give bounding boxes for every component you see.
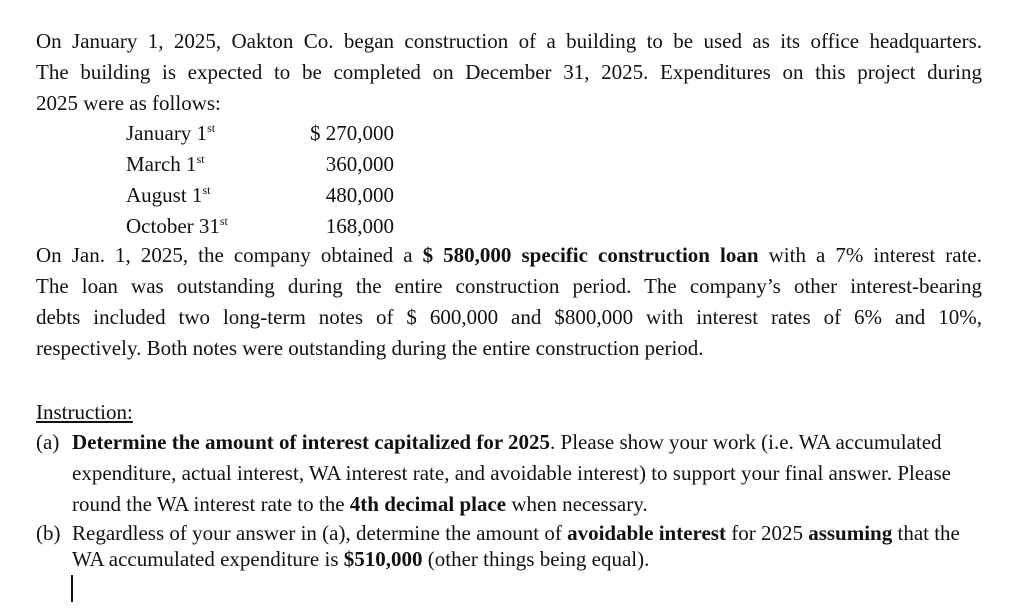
intro-paragraph (36, 26, 982, 119)
item-label: (a) (36, 430, 60, 454)
loan-line-4: respectively. Both notes were outstanding during the entire construction period. (36, 336, 704, 360)
expenditure-table (126, 118, 406, 242)
expenditure-row (126, 149, 406, 180)
intro-line-1: On January 1, 2025, Oakton Co. began construction of a building to be used as its office headquarters. (36, 29, 982, 53)
item-text: Regardless of your answer in (a), determine the amount of avoidable interest for 2025 assuming that the WA accumulated expenditure is $510,000 (other things being equal). (72, 521, 960, 571)
expenditure-row (126, 118, 406, 149)
expenditure-amount: 480,000 (325, 183, 394, 207)
intro-line-2: The building is expected to be completed on December 31, 2025. Expenditures on this project during (36, 60, 982, 84)
loan-line-1: On Jan. 1, 2025, the company obtained a $ 580,000 specific construction loan with a 7% interest rate. (36, 243, 983, 267)
expenditure-date: October 31st (126, 214, 228, 238)
item-text: Determine the amount of interest capitalized for 2025. Please show your work (i.e. WA accumulated expenditure, actual interest, WA interest rate, and avoidable interest) to support your final answer. Please round the WA interest rate to the 4th decimal place when necessary. (72, 430, 951, 516)
loan-bold-text: $ 580,000 specific construction loan (422, 243, 759, 267)
intro-line-3: 2025 were as follows: (36, 91, 221, 115)
expenditure-amount: 168,000 (325, 214, 394, 238)
expenditure-date: March 1st (126, 152, 205, 176)
expenditure-date: January 1st (126, 121, 216, 145)
expenditure-amount: $ 270,000 (310, 121, 394, 145)
loan-line-3: debts included two long-term notes of $ 600,000 and $800,000 with interest rates of 6% and 10%, (36, 305, 982, 329)
loan-paragraph (36, 240, 982, 364)
expenditure-date: August 1st (126, 183, 211, 207)
expenditure-row (126, 211, 406, 242)
expenditure-amount: 360,000 (325, 152, 394, 176)
expenditure-row (126, 180, 406, 211)
loan-line-2: The loan was outstanding during the entire construction period. The company’s other interest-bearing (36, 274, 982, 298)
instruction-heading: Instruction: (36, 400, 133, 424)
text-cursor[interactable] (71, 575, 73, 602)
item-label: (b) (36, 521, 61, 545)
